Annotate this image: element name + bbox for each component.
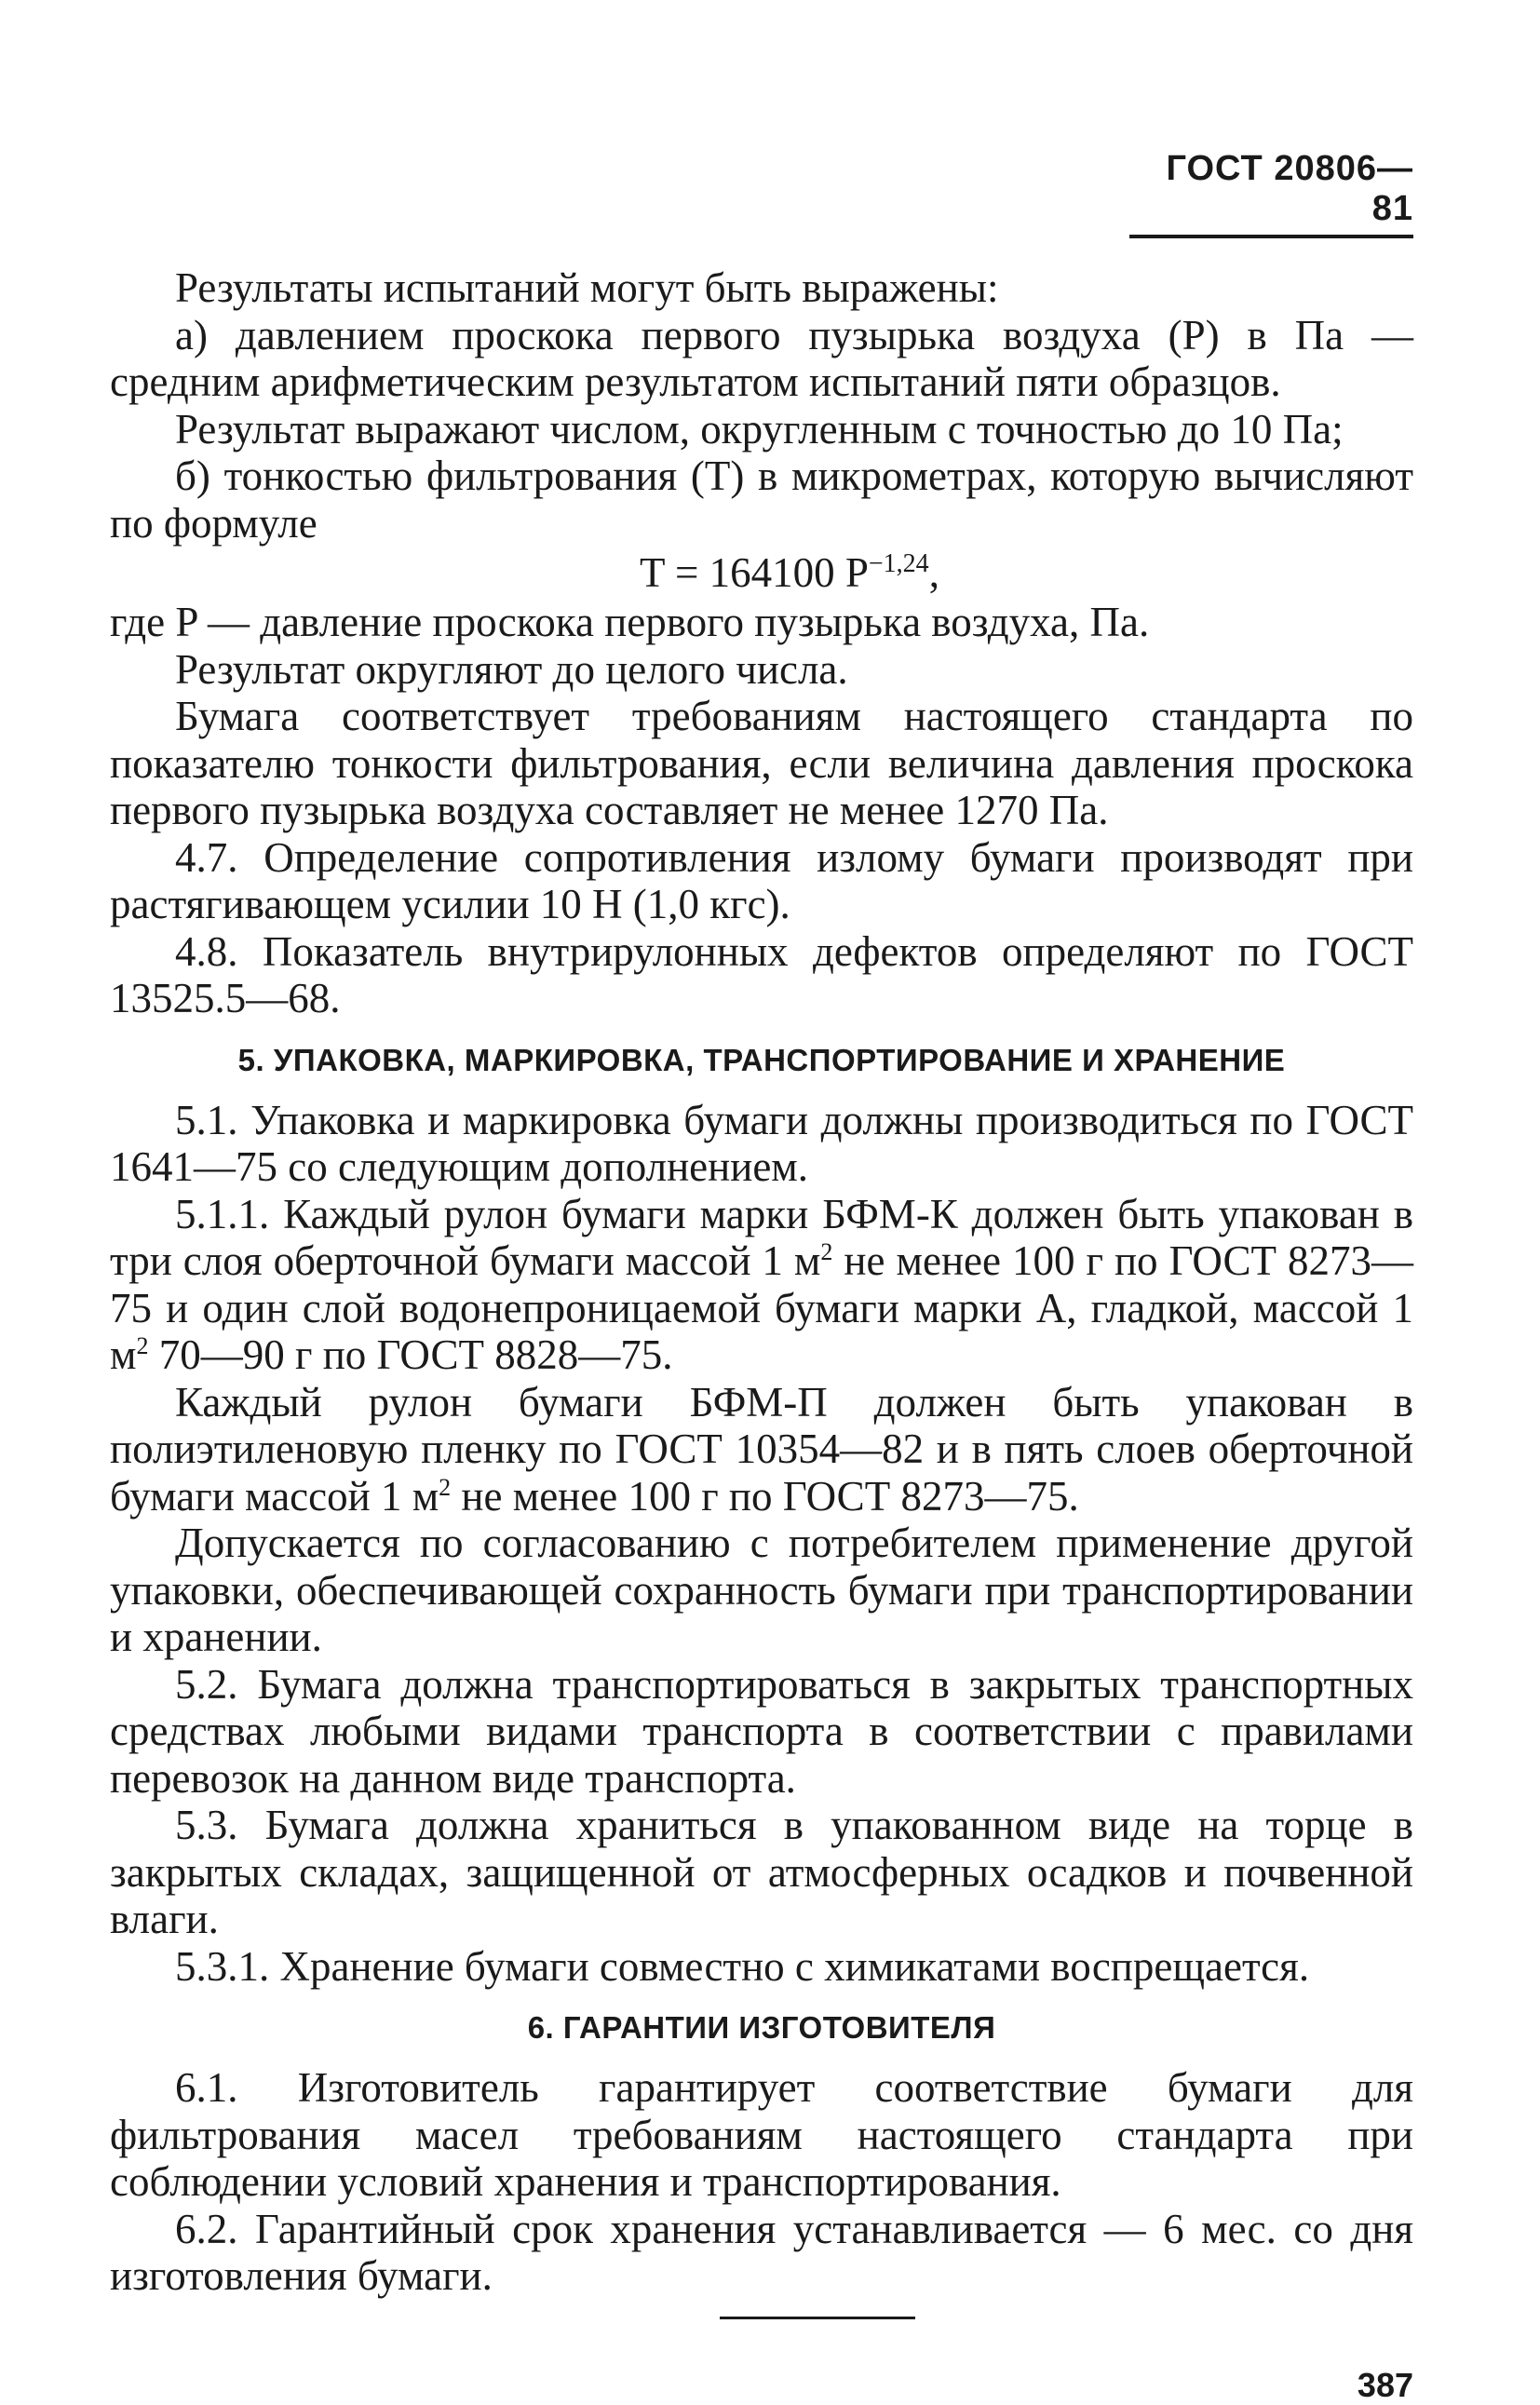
formula-end: , (928, 549, 939, 596)
square-superscript: 2 (820, 1238, 833, 1265)
filtration-formula (110, 547, 1413, 599)
section-5-title: 5. УПАКОВКА, МАРКИРОВКА, ТРАНСПОРТИРОВАНИЕ И ХРАНЕНИЕ (237, 1042, 1286, 1077)
clause-5-1: 5.1. Упаковка и маркировка бумаги должны производиться по ГОСТ 1641—75 со следующим дополнением. (110, 1096, 1413, 1190)
clause-5-2: 5.2. Бумага должна транспортироваться в закрытых транспортных средствах любыми видами транспорта в соответствии с правилами перевозок на данном виде транспорта. (110, 1660, 1413, 1802)
other-packaging: Допускается по согласованию с потребителем применение другой упаковки, обеспечивающей сохранность бумаги при транспортировании и хранении. (110, 1520, 1413, 1660)
formula-legend: где P — давление проскока первого пузырька воздуха, Па. (110, 599, 1150, 645)
results-item-a: а) давлением проскока первого пузырька воздуха (P) в Па — средним арифметическим результатом испытаний пяти образцов. (110, 311, 1413, 405)
compliance-paragraph: Бумага соответствует требованиям настоящего стандарта по показателю тонкости фильтрования, если величина давления проскока первого пузырька воздуха составляет не менее 1270 Па. (110, 693, 1413, 833)
results-intro: Результаты испытаний могут быть выражены: (175, 264, 999, 311)
bfm-p-part-b: не менее 100 г по ГОСТ 8273—75. (451, 1472, 1079, 1520)
document-header: ГОСТ 20806—81 (1129, 149, 1413, 238)
bfm-p-part-a: Каждый рулон бумаги БФМ-П должен быть упакован в полиэтиленовую пленку по ГОСТ 10354—82 и в пять слоев оберточной бумаги массой 1 м (110, 1378, 1413, 1520)
clause-6-1: 6.1. Изготовитель гарантирует соответствие бумаги для фильтрования масел требованиям настоящего стандарта при соблюдении условий хранения и транспортирования. (110, 2064, 1413, 2205)
clause-5-3-1: 5.3.1. Хранение бумаги совместно с химикатами воспрещается. (175, 1942, 1310, 1990)
clause-5-1-1 (110, 1191, 1413, 1379)
results-item-b: б) тонкостью фильтрования (T) в микрометрах, которую вычисляют по формуле (110, 453, 1413, 547)
section-6-title: 6. ГАРАНТИИ ИЗГОТОВИТЕЛЯ (527, 2010, 996, 2045)
results-rounding: Результат выражают числом, округленным с точностью до 10 Па; (175, 405, 1344, 453)
document-page (110, 149, 1413, 2405)
page-number: 387 (1357, 2365, 1413, 2404)
clause-4-7: 4.7. Определение сопротивления излому бумаги производят при растягивающем усилии 10 Н (1,0 кгс). (110, 833, 1413, 927)
clause-5-1-1-part-c: 70—90 г по ГОСТ 8828—75. (148, 1331, 673, 1378)
clause-4-8: 4.8. Показатель внутрирулонных дефектов определяют по ГОСТ 13525.5—68. (110, 927, 1413, 1021)
clause-6-2: 6.2. Гарантийный срок хранения устанавливается — 6 мес. со дня изготовления бумаги. (110, 2205, 1413, 2299)
clause-5-1-1-part-a: 5.1.1. Каждый рулон бумаги марки БФМ-К должен быть упакован в три слоя оберточной бумаги массой 1 м (110, 1190, 1413, 1284)
square-superscript: 2 (439, 1473, 452, 1501)
clause-5-1-1-part-b: не менее 100 г по ГОСТ 8273—75 и один слой водонепроницаемой бумаги марки А, гладкой, массой 1 м (110, 1237, 1413, 1378)
end-divider (720, 2317, 915, 2319)
square-superscript: 2 (136, 1332, 149, 1359)
formula-main: T = 164100 P (640, 549, 869, 596)
results-round-integer: Результат округляют до целого числа. (175, 645, 848, 693)
formula-exponent: −1,24 (868, 549, 929, 578)
clause-5-3: 5.3. Бумага должна храниться в упакованном виде на торце в закрытых складах, защищенной от атмосферных осадков и почвенной влаги. (110, 1802, 1413, 1942)
bfm-p-packaging (110, 1379, 1413, 1520)
